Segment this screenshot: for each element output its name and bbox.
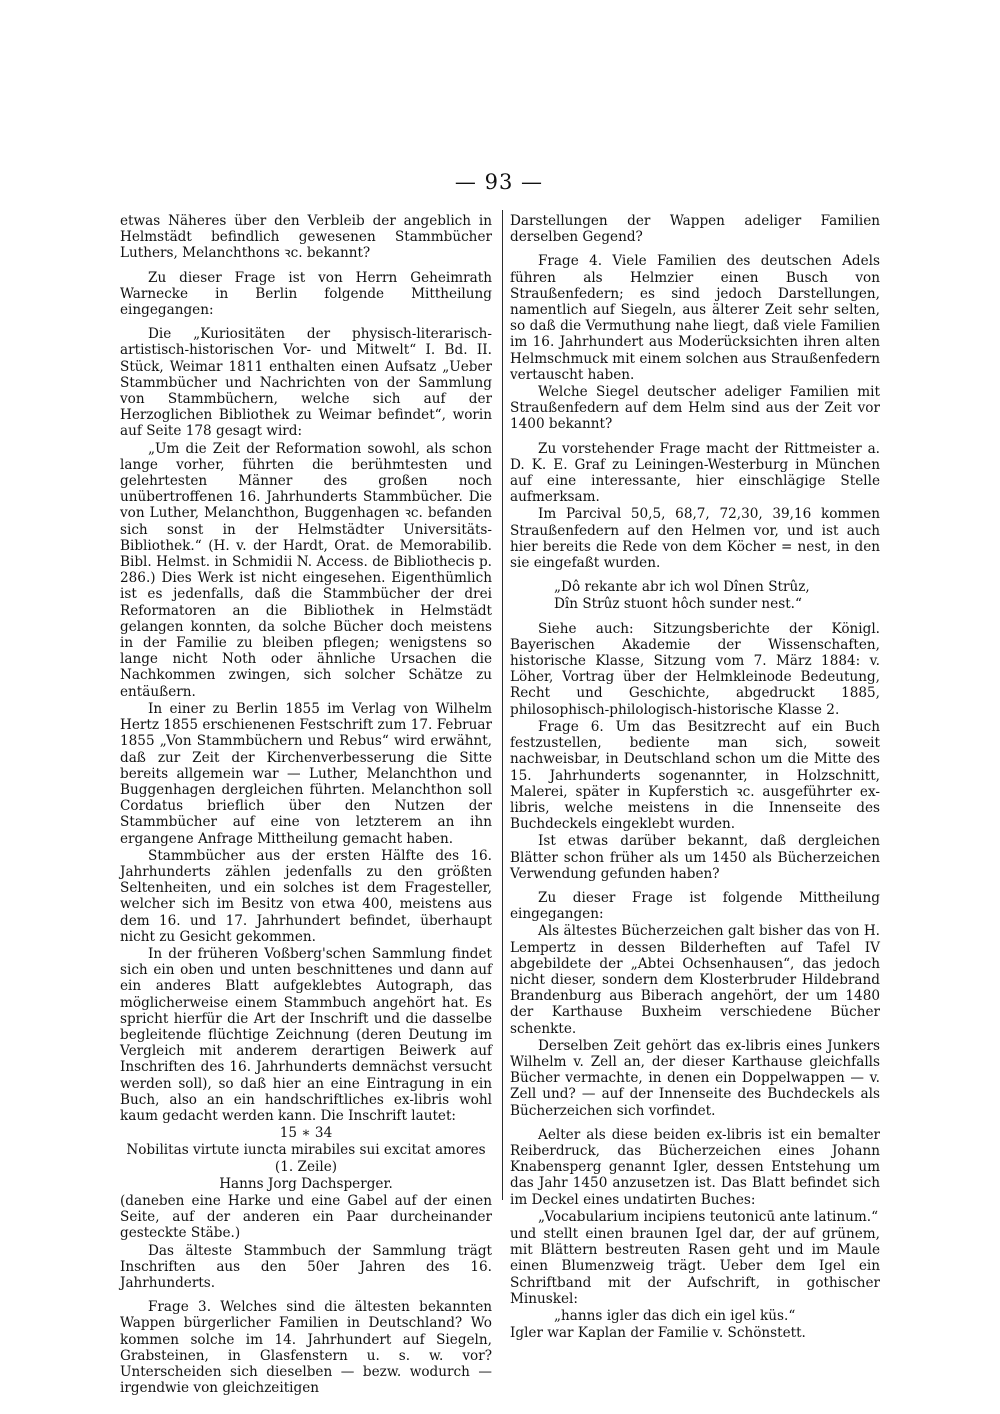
verse-line: „Dô rekante abr ich wol Dînen Strûz,: [554, 579, 810, 596]
paragraph: Welche Siegel deutscher adeliger Familien mit Straußenfedern auf dem Helm sind aus der Zeit vor 1400 bekannt?: [510, 384, 880, 433]
question-paragraph: Frage 6. Um das Besitzrecht auf ein Buch festzustellen, bediente man sich, soweit nachweisbar, in Deutschland schon um die Mitte des 15. Jahrhunderts sogenannter, in Holzschnitt, Malerei, später in Kupferstich ꝛc. ausgeführter ex-libris, welche meistens in die Innenseite des Buchdeckels eingeklebt wurden.: [510, 718, 880, 833]
paragraph: Das älteste Stammbuch der Sammlung trägt Inschriften aus den 50er Jahren des 16. Jahrhunderts.: [120, 1242, 492, 1291]
inscription-line: 15 ∗ 34: [279, 1125, 333, 1142]
paragraph: In der früheren Voßberg'schen Sammlung findet sich ein oben und unten beschnittenes und dann auf ein anderes Blatt aufgeklebtes Autograph, das möglicherweise einem Stammbuch angehört hat. Es spricht hierfür die Art der Inschrift und die dasselbe begleitende flüchtige Zeichnung (deren Deutung im Vergleich mit anderem derartigen Beiwerk auf Inschriften des 16. Jahrhunderts demnächst versucht werden soll), so daß hier an eine Eintragung in ein Buch, also an ein handschriftliches ex-libris wohl kaum gedacht werden kann. Die Inschrift lautet:: [120, 945, 492, 1124]
paragraph: und stellt einen braunen Igel dar, der auf grünem, mit Blättern bestreuten Rasen geht und im Maule einen Blumenzweig trägt. Ueber dem Igel ein Schriftband mit der Aufschrift, in gothischer Minuskel:: [510, 1225, 880, 1307]
paragraph: Derselben Zeit gehört das ex-libris eines Junkers Wilhelm v. Zell an, der dieser Karthause gleichfalls Bücher vermachte, in denen ein Doppelwappen — v. Zell und? — auf der Innenseite des Buchdeckels als Bücherzeichen sich vorfindet.: [510, 1037, 880, 1119]
quote-line: „hanns igler das dich ein igel küs.“: [554, 1308, 796, 1324]
inscription-line: Nobilitas virtute iuncta mirabiles sui excitat amores (1. Zeile): [126, 1142, 486, 1175]
paragraph: (daneben eine Harke und eine Gabel auf der einen Seite, auf der anderen ein Paar durcheinander gesteckte Stäbe.): [120, 1192, 492, 1242]
paragraph: Igler war Kaplan der Familie v. Schönstett.: [510, 1325, 806, 1342]
paragraph: Zu vorstehender Frage macht der Rittmeister a. D. K. E. Graf zu Leiningen-Westerburg in München auf eine interessante, hier einschlägige Stelle aufmerksam.: [510, 440, 880, 506]
page-header: [0, 170, 1000, 194]
inscription-line: Hanns Jorg Dachsperger.: [219, 1175, 393, 1192]
page-number: — 93 —: [454, 170, 543, 194]
paragraph: Die „Kuriositäten der physisch-literarisch-artistisch-historischen Vor- und Mitwelt“ I. Bd. II. Stück, Weimar 1811 enthalten einen Aufsatz „Ueber Stammbücher und Nachrichten von der Sammlung von Stammbüchern, welche sich auf der Herzoglichen Bibliothek zu Weimar befindet“, worin auf Seite 178 gesagt wird:: [120, 326, 492, 440]
paragraph: Stammbücher aus der ersten Hälfte des 16. Jahrhunderts zählen jedenfalls zu den größten Seltenheiten, und ein solches ist dem Fragesteller, welcher sich im Besitz von etwa 400, meistens aus dem 16. und 17. Jahrhundert befindet, überhaupt nicht zu Gesicht gekommen.: [120, 847, 492, 945]
quote-line: „Vocabularium incipiens teutonicū ante latinum.“: [538, 1208, 879, 1225]
paragraph: „Um die Zeit der Reformation sowohl, als schon lange vorher, führten die berühmtesten und gelehrtesten Männer des großen noch unübertroffenen 16. Jahrhunderts Stammbücher. Die von Luther, Melanchthon, Buggenhagen ꝛc. befanden sich sonst in der Helmstädter Universitäts-Bibliothek.“ (H. v. der Hardt, Orat. de Memorabilib. Bibl. Helmst. in Schmidii N. Access. de Bibliothecis p. 286.) Dies Werk ist nicht eingesehen. Eigenthümlich ist es jedenfalls, daß die Stammbücher der drei Reformatoren an die Bibliothek in Helmstädt gelangen konnten, da solche Bücher doch meistens in der Familie zu bleiben pflegen; wenigstens so lange nicht Noth oder ähnliche Ursachen die Nachkommen zwingen, sich solcher Schätze zu entäußern.: [120, 440, 492, 700]
column-divider: [502, 210, 503, 1200]
paragraph: Zu dieser Frage ist von Herrn Geheimrath Warnecke in Berlin folgende Mittheilung eingegangen:: [120, 269, 492, 319]
paragraph: Darstellungen der Wappen adeliger Familien derselben Gegend?: [510, 213, 880, 246]
paragraph: In einer zu Berlin 1855 im Verlag von Wilhelm Hertz 1855 erschienenen Festschrift zum 17. Februar 1855 „Von Stammbüchern und Rebus“ wird erwähnt, daß zur Zeit der Kirchenverbesserung die Sitte bereits allgemein war — Luther, Melanchthon und Buggenhagen dergleichen führten. Melanchthon soll Cordatus brieflich über den Nutzen der Stammbücher auf eine von letzterem an ihn ergangene Anfrage Mittheilung gemacht haben.: [120, 700, 492, 847]
question-paragraph: Frage 3. Welches sind die ältesten bekannten Wappen bürgerlicher Familien in Deutschland? Wo kommen solche im 14. Jahrhundert auf Siegeln, Grabsteinen, in Glasfenstern u. s. w. vor? Unterscheiden sich dieselben — bezw. wodurch — irgendwie von gleichzeitigen: [120, 1299, 492, 1397]
paragraph: Als ältestes Bücherzeichen galt bisher das von H. Lempertz in dessen Bilderheften auf Tafel IV abgebildete der „Abtei Ochsenhausen“, das jedoch nicht dieser, sondern dem Klosterbruder Hildebrand Brandenburg aus Biberach angehört, der um 1480 der Karthause Buxheim verschiedene Bücher schenkte.: [510, 923, 880, 1037]
paragraph: Im Parcival 50,5, 68,7, 72,30, 39,16 kommen Straußenfedern auf den Helmen vor, und ist auch hier bereits die Rede von dem Köcher = nest, in den sie eingefaßt wurden.: [510, 506, 880, 572]
paragraph: etwas Näheres über den Verbleib der angeblich in Helmstädt befindlich gewesenen Stammbücher Luthers, Melanchthons ꝛc. bekannt?: [120, 213, 492, 262]
question-paragraph: Frage 4. Viele Familien des deutschen Adels führen als Helmzier einen Busch von Straußenfedern; es sind jedoch Darstellungen, namentlich auf Siegeln, aus älterer Zeit sehr selten, so daß die Vermuthung nahe liegt, daß viele Familien im 16. Jahrhundert aus Moderücksichten ihren alten Helmschmuck mit einem solchen aus Straußenfedern vertauscht haben.: [510, 253, 880, 383]
verse-line: Dîn Strûz stuont hôch sunder nest.“: [554, 596, 802, 613]
left-column: [120, 213, 492, 1397]
paragraph: Zu dieser Frage ist folgende Mittheilung eingegangen:: [510, 889, 880, 923]
paragraph: Ist etwas darüber bekannt, daß dergleichen Blätter schon früher als um 1450 als Bücherzeichen Verwendung gefunden haben?: [510, 833, 880, 882]
paragraph: Aelter als diese beiden ex-libris ist ein bemalter Reiberdruck, das Bücherzeichen eines Johann Knabensperg genannt Igler, dessen Entstehung um das Jahr 1450 anzusetzen ist. Das Blatt befindet sich im Deckel eines undatirten Buches:: [510, 1126, 880, 1208]
paragraph: Siehe auch: Sitzungsberichte der Königl. Bayerischen Akademie der Wissenschaften, historische Klasse, Sitzung vom 7. März 1884: v. Löher, Vortrag über der Helmkleinode Bedeutung, Recht und Geschichte, abgedruckt 1885, philosophisch-philologisch-historische Klasse 2.: [510, 620, 880, 718]
right-column: [510, 213, 880, 1342]
